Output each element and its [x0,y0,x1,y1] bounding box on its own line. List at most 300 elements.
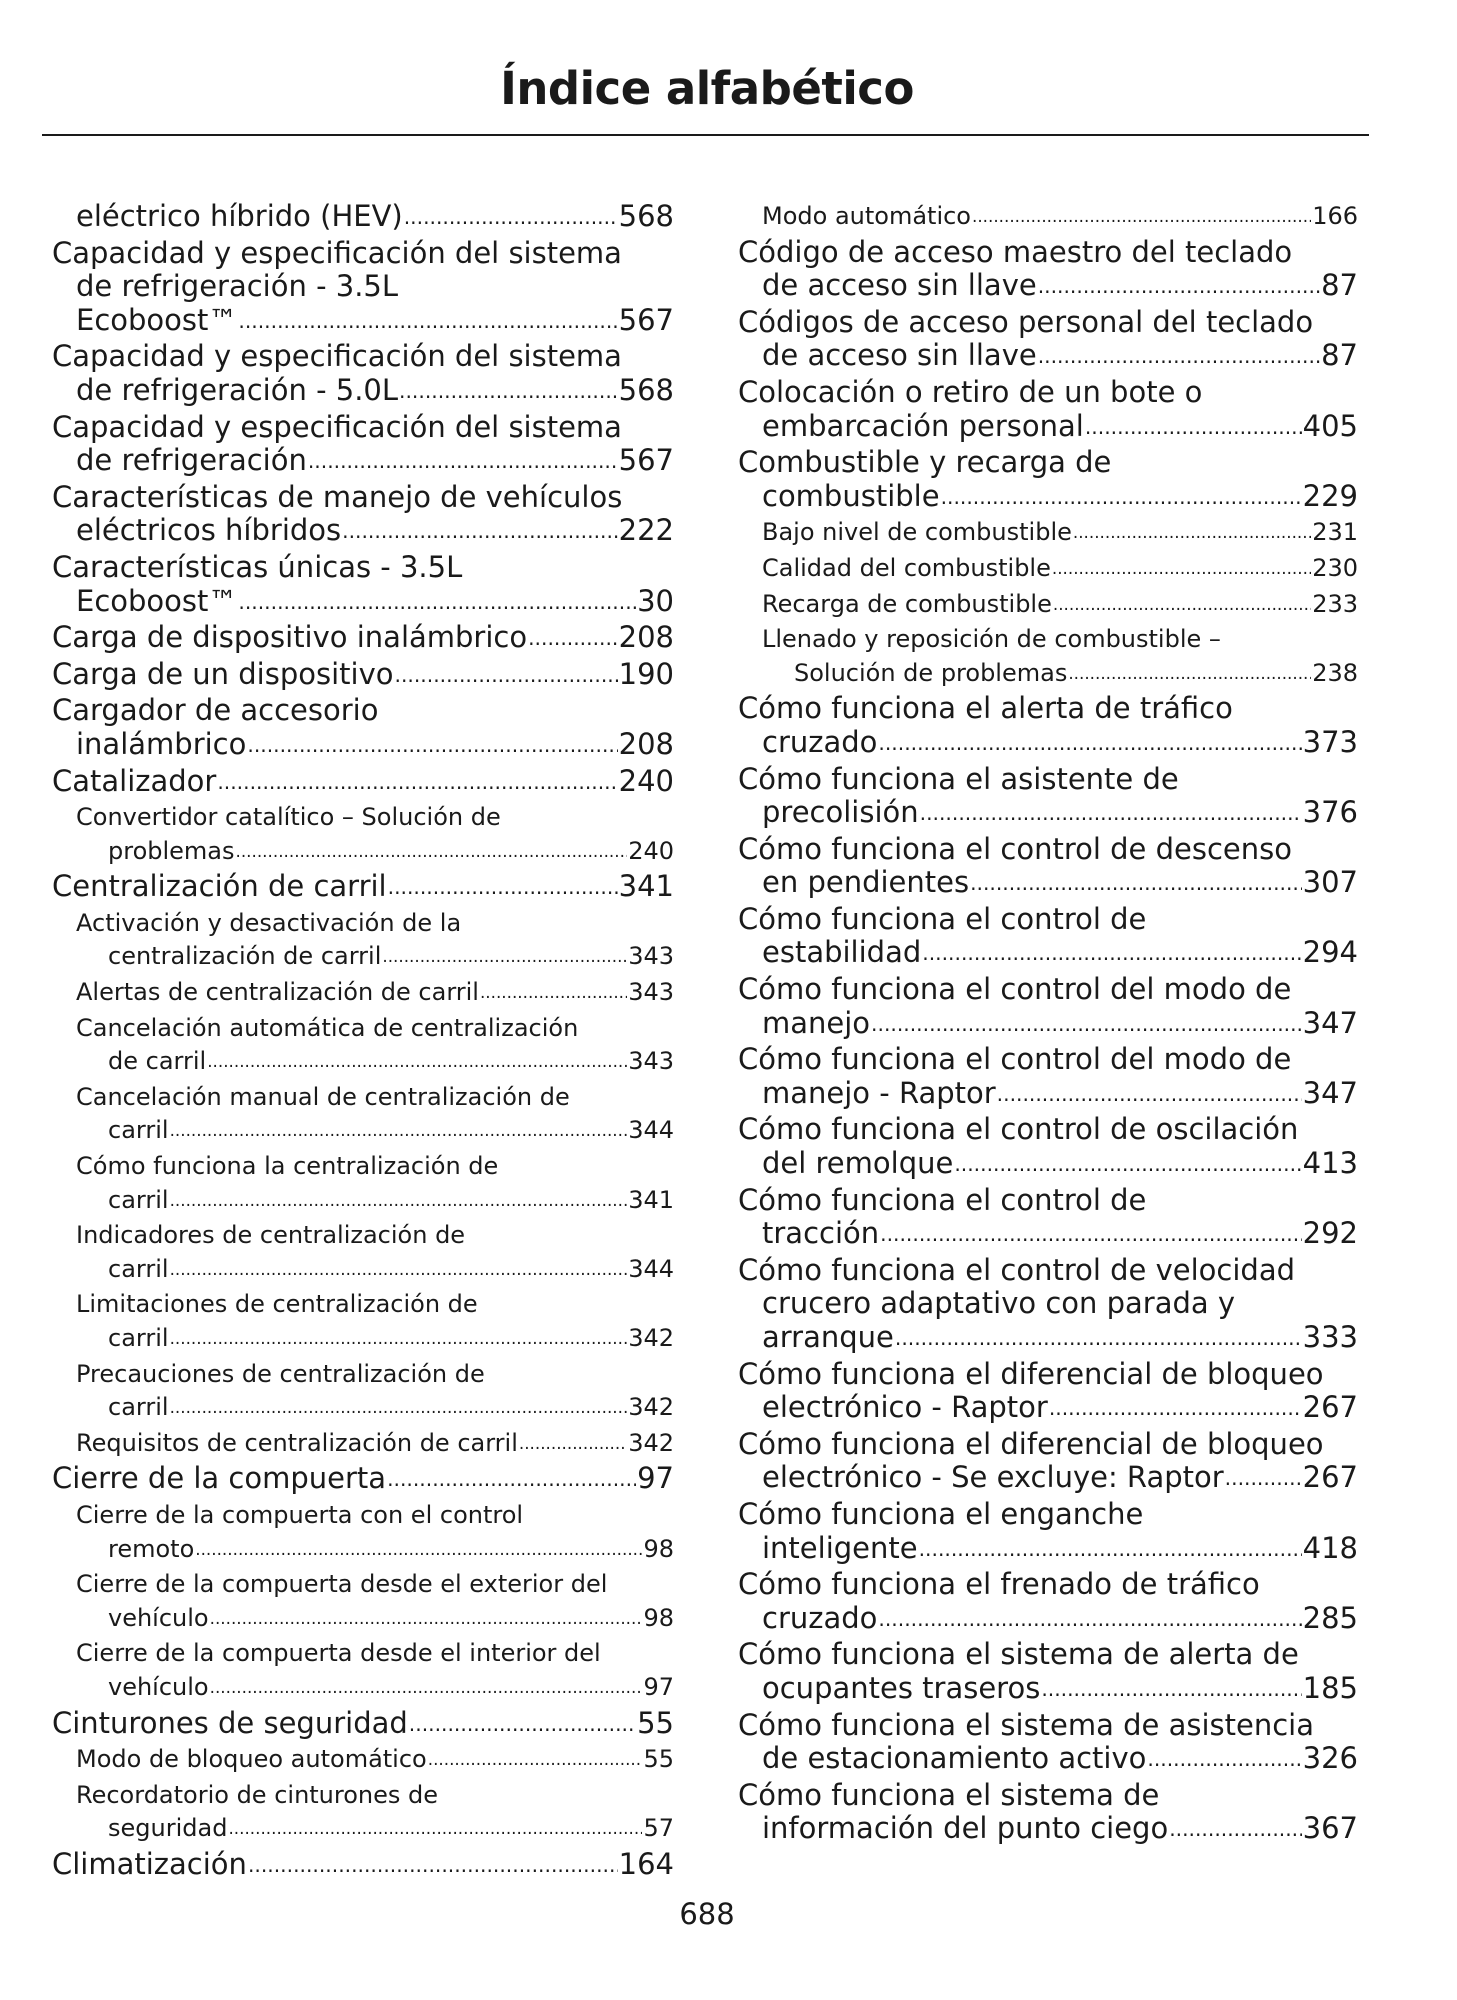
entry-text: Ecoboost™ [76,583,238,618]
page-reference: 341 [628,1185,674,1214]
index-entry [738,236,1358,306]
index-subentry [52,976,674,1012]
dot-leader [920,797,1302,831]
entry-text: Carga de un dispositivo [52,656,394,691]
dot-leader [308,445,618,479]
entry-text: de acceso sin llave [762,338,1037,373]
dot-leader [1038,270,1320,304]
page-reference: 294 [1302,935,1358,970]
entry-text: Centralización de carril [52,869,387,904]
dot-leader [895,1322,1302,1356]
index-entry [52,340,674,410]
entry-text: de estacionamiento activo [762,1741,1147,1776]
entry-text-line: Cómo funciona el diferencial de bloqueo [738,1426,1324,1461]
entry-leader-line [738,1217,1358,1254]
index-column-right [738,200,1358,1849]
index-entry [738,446,1358,516]
entry-text: Alertas de centralización de carril [76,978,479,1007]
dot-leader [210,1602,643,1636]
entry-leader-line [738,1742,1358,1779]
entry-text: Climatización [52,1846,247,1881]
entry-text-line: Capacidad y especificación del sistema [52,235,622,270]
page-reference: 238 [1312,658,1358,687]
page-reference: 343 [628,1047,674,1076]
entry-text-line: Llenado y reposición de combustible – [762,625,1221,654]
dot-leader [228,1812,642,1846]
entry-leader-line [52,1602,674,1638]
entry-leader-line [52,1391,674,1427]
entry-text-line: Cierre de la compuerta desde el interior del [76,1639,601,1668]
page-number: 688 [679,1897,735,1931]
entry-leader-line [52,1322,674,1358]
entry-text-line: Cómo funciona el control del modo de [738,1042,1292,1077]
entry-text-line: Cargador de accesorio [52,693,379,728]
entry-text: Calidad del combustible [762,553,1051,582]
dot-leader [1225,1462,1302,1496]
entry-leader-line [52,374,674,411]
entry-leader-line [52,304,674,341]
entry-text: Cierre de la compuerta [52,1461,387,1496]
page-reference: 55 [643,1745,674,1774]
dot-leader [878,727,1301,761]
index-entry [738,833,1358,903]
dot-leader [922,937,1301,971]
page-reference: 344 [628,1254,674,1283]
entry-text: eléctrico híbrido (HEV) [76,199,403,233]
entry-leader-line [738,480,1358,517]
page-reference: 30 [637,583,674,618]
index-subentry [52,801,674,870]
entry-text-line: Indicadores de centralización de [76,1221,466,1250]
entry-leader-line [76,1427,674,1463]
dot-leader [519,1427,627,1461]
entry-text: Cinturones de seguridad [52,1705,408,1740]
entry-text-line: Cómo funciona el control del modo de [738,972,1292,1007]
entry-text-line: Capacidad y especificación del sistema [52,409,622,444]
entry-text: eléctricos híbridos [76,513,342,548]
entry-text: Recarga de combustible [762,589,1052,618]
entry-text-line: Características de manejo de vehículos [52,479,623,514]
dot-leader [1052,552,1311,586]
entry-text: de carril [108,1047,207,1076]
page-reference: 567 [618,302,674,337]
entry-leader-line [52,728,674,765]
index-subentry [52,1743,674,1779]
entry-text-line: Limitaciones de centralización de [76,1290,478,1319]
entry-text: vehículo [108,1672,209,1701]
entry-leader-line [738,1672,1358,1709]
index-subentry [52,1081,674,1150]
entry-text-line: Cómo funciona el sistema de alerta de [738,1637,1299,1672]
index-entry [738,763,1358,833]
dot-leader [238,586,636,620]
dot-leader [428,1743,643,1777]
index-subentry [52,1288,674,1357]
entry-leader-line [52,1184,674,1220]
entry-leader-line [762,516,1358,552]
index-subentry [52,1219,674,1288]
index-subentry [738,623,1358,692]
entry-leader-line [52,621,674,658]
entry-text: de refrigeración [76,443,307,478]
dot-leader [528,622,618,656]
index-entry [52,481,674,551]
entry-text-line: Cierre de la compuerta desde el exterior del [76,1570,608,1599]
entry-leader-line [738,269,1358,306]
page-reference: 208 [618,726,674,761]
entry-text: precolisión [762,795,919,830]
page-reference: 292 [1302,1216,1358,1251]
entry-text-line: Convertidor catalítico – Solución de [76,803,501,832]
page-reference: 341 [618,869,674,904]
entry-text: inteligente [762,1530,918,1565]
dot-leader [1053,588,1311,622]
page-reference: 240 [618,763,674,798]
entry-leader-line [76,1743,674,1779]
entry-text: Modo de bloqueo automático [76,1745,427,1774]
entry-leader-line [52,1812,674,1848]
entry-leader-line [52,1533,674,1569]
index-subentry [52,1568,674,1637]
entry-text: de acceso sin llave [762,268,1037,303]
entry-text-line: Códigos de acceso personal del teclado [738,304,1314,339]
entry-text: Bajo nivel de combustible [762,518,1072,547]
dot-leader [236,835,628,869]
entry-leader-line [52,1462,674,1499]
entry-text: remoto [108,1534,195,1563]
entry-leader-line [738,1391,1358,1428]
index-entry [738,1428,1358,1498]
entry-text-line: Cómo funciona el control de [738,1182,1147,1217]
entry-leader-line [52,870,674,907]
entry-text: información del punto ciego [762,1811,1169,1846]
index-subentry [52,907,674,976]
entry-text: Catalizador [52,763,217,798]
index-entry [52,411,674,481]
entry-text-line: Cómo funciona el frenado de tráfico [738,1567,1260,1602]
page-reference: 55 [637,1705,674,1740]
index-entry [738,692,1358,762]
page-reference: 98 [643,1603,674,1632]
dot-leader [997,1078,1302,1112]
entry-text: en pendientes [762,865,970,900]
index-entry [52,870,674,907]
entry-leader-line [738,339,1358,376]
index-entry [52,1462,674,1499]
entry-text: carril [108,1185,169,1214]
entry-text: problemas [108,836,235,865]
entry-leader-line [762,200,1358,236]
index-entry [738,1043,1358,1113]
entry-leader-line [738,1321,1358,1358]
dot-leader [1038,340,1320,374]
index-subentry [52,1012,674,1081]
entry-text: Modo automático [762,202,971,230]
entry-leader-line [762,552,1358,588]
index-subentry [52,1358,674,1427]
entry-leader-line [52,765,674,802]
dot-leader [409,1708,636,1742]
entry-text: manejo [762,1005,871,1040]
page-reference: 326 [1302,1741,1358,1776]
entry-leader-line [738,657,1358,693]
entry-text: de refrigeración - 5.0L [76,372,399,407]
entry-leader-line [52,514,674,551]
page-reference: 57 [643,1814,674,1843]
entry-text: combustible [762,478,940,513]
page-reference: 413 [1302,1146,1358,1181]
entry-leader-line [738,1532,1358,1569]
dot-leader [217,766,617,800]
entry-leader-line [762,588,1358,624]
entry-leader-line [52,200,674,237]
page-reference: 343 [628,978,674,1007]
entry-leader-line [738,1007,1358,1044]
index-subentry [52,1150,674,1219]
entry-text: carril [108,1254,169,1283]
dot-leader [207,1045,627,1079]
dot-leader [878,1603,1301,1637]
index-subentry [52,1779,674,1848]
index-entry [52,551,674,621]
entry-text-line: Código de acceso maestro del teclado [738,234,1293,269]
entry-text: centralización de carril [108,942,382,971]
entry-text: Carga de dispositivo inalámbrico [52,620,528,655]
index-entry [52,621,674,658]
entry-leader-line [52,1114,674,1150]
dot-leader [1049,1392,1302,1426]
page-reference: 97 [637,1461,674,1496]
page-reference: 166 [1312,202,1358,230]
dot-leader [170,1322,628,1356]
page-reference: 240 [628,836,674,865]
dot-leader [195,1533,642,1567]
page-reference: 208 [618,620,674,655]
dot-leader [210,1671,643,1705]
index-entry [52,1848,674,1885]
page-reference: 87 [1321,338,1358,373]
entry-leader-line [52,1707,674,1744]
entry-text-line: Cómo funciona el control de descenso [738,831,1292,866]
index-entry [738,306,1358,376]
entry-text-line: Cómo funciona el control de oscilación [738,1112,1299,1147]
entry-leader-line [76,976,674,1012]
page-reference: 347 [1302,1005,1358,1040]
page-reference: 343 [628,942,674,971]
entry-text-line: Cómo funciona el asistente de [738,761,1179,796]
dot-leader [1085,411,1302,445]
dot-leader [404,201,618,235]
index-entry [738,1254,1358,1358]
entry-text-line: Cancelación automática de centralización [76,1013,579,1042]
entry-text-line: Cierre de la compuerta con el control [76,1500,524,1529]
dot-leader [382,940,627,974]
entry-text-line: Cómo funciona el sistema de [738,1777,1160,1812]
page-reference: 568 [618,372,674,407]
entry-leader-line [738,1812,1358,1849]
dot-leader [970,867,1302,901]
page-reference: 342 [628,1324,674,1352]
index-subentry [738,588,1358,624]
dot-leader [1169,1813,1301,1847]
page-reference: 230 [1312,553,1358,582]
entry-text-line: Cancelación manual de centralización de [76,1082,570,1111]
index-entry [738,1779,1358,1849]
page-reference: 229 [1302,478,1358,513]
page-reference: 405 [1302,408,1358,443]
entry-text-line: Precauciones de centralización de [76,1359,485,1388]
dot-leader [238,305,617,339]
entry-text: seguridad [108,1814,228,1843]
page-reference: 333 [1302,1320,1358,1354]
entry-leader-line [52,1848,674,1885]
dot-leader [1147,1743,1301,1777]
index-entry [52,200,674,237]
dot-leader [395,659,618,693]
page-reference: 307 [1302,865,1358,900]
index-subentry [52,1637,674,1706]
index-entry [738,376,1358,446]
entry-leader-line [738,1147,1358,1184]
page-reference: 190 [618,656,674,691]
entry-leader-line [52,585,674,622]
page-reference: 342 [628,1393,674,1422]
entry-leader-line [738,866,1358,903]
dot-leader [387,1463,636,1497]
page-reference: 367 [1302,1811,1358,1846]
entry-text: ocupantes traseros [762,1670,1041,1705]
dot-leader [972,200,1311,234]
page-reference: 568 [618,199,674,233]
entry-text: carril [108,1393,169,1422]
index-subentry [52,1427,674,1463]
page-reference: 344 [628,1116,674,1145]
index-entry [738,1568,1358,1638]
index-entry [738,973,1358,1043]
page-reference: 97 [643,1672,674,1701]
index-subentry [52,1499,674,1568]
index-entry [52,1707,674,1744]
entry-text-line: Cómo funciona el alerta de tráfico [738,691,1233,726]
entry-text: cruzado [762,1600,878,1635]
entry-text: carril [108,1324,169,1352]
dot-leader [480,976,627,1010]
dot-leader [1068,657,1311,691]
entry-leader-line [52,1671,674,1707]
index-entry [738,1358,1358,1428]
entry-leader-line [52,1045,674,1081]
entry-leader-line [52,940,674,976]
dot-leader [1041,1673,1301,1707]
entry-leader-line [738,796,1358,833]
entry-text-line: crucero adaptativo con parada y [762,1286,1236,1321]
page-reference: 185 [1302,1670,1358,1705]
dot-leader [170,1391,628,1425]
page-reference: 373 [1302,724,1358,759]
page-reference: 233 [1312,589,1358,618]
page-reference: 376 [1302,795,1358,830]
dot-leader [388,871,618,905]
entry-text: cruzado [762,724,878,759]
index-entry [738,1638,1358,1708]
page-reference: 342 [628,1428,674,1457]
entry-leader-line [738,1602,1358,1639]
entry-text-line: Características únicas - 3.5L [52,549,463,584]
index-entry [52,658,674,695]
page-reference: 231 [1312,518,1358,547]
entry-text-line: Cómo funciona el enganche [738,1496,1144,1531]
index-entry [738,903,1358,973]
entry-text: electrónico - Raptor [762,1390,1048,1425]
entry-text: arranque [762,1320,894,1354]
dot-leader [170,1184,628,1218]
entry-text-line: Cómo funciona el sistema de asistencia [738,1707,1315,1742]
entry-leader-line [738,726,1358,763]
index-column-left [52,200,674,1885]
entry-text-line: Activación y desactivación de la [76,908,462,937]
entry-text-line: Cómo funciona el diferencial de bloqueo [738,1356,1324,1391]
entry-text-line: Recordatorio de cinturones de [76,1780,439,1809]
dot-leader [170,1253,628,1287]
entry-text: embarcación personal [762,408,1084,443]
page-reference: 285 [1302,1600,1358,1635]
entry-text: tracción [762,1216,880,1251]
index-subentry [738,552,1358,588]
dot-leader [247,729,617,763]
index-entry [52,694,674,764]
entry-leader-line [52,658,674,695]
dot-leader [919,1533,1302,1567]
page-reference: 98 [643,1534,674,1563]
entry-text: manejo - Raptor [762,1075,996,1110]
dot-leader [941,481,1302,515]
entry-leader-line [52,444,674,481]
page-reference: 418 [1302,1530,1358,1565]
entry-leader-line [738,936,1358,973]
entry-text: inalámbrico [76,726,247,761]
dot-leader [342,515,618,549]
entry-text-line: Cómo funciona la centralización de [76,1152,499,1181]
entry-text: del remolque [762,1146,954,1181]
entry-text-line: Cómo funciona el control de [738,901,1147,936]
entry-leader-line [738,1077,1358,1114]
entry-text: Ecoboost™ [76,302,238,337]
title-divider [42,134,1369,136]
dot-leader [170,1114,628,1148]
entry-text: vehículo [108,1603,209,1632]
index-entry [52,765,674,802]
index-entry [52,237,674,341]
dot-leader [399,375,618,409]
entry-leader-line [738,1461,1358,1498]
index-entry [738,1709,1358,1779]
entry-leader-line [738,410,1358,447]
page-reference: 164 [618,1846,674,1881]
entry-text: Requisitos de centralización de carril [76,1428,518,1457]
entry-text: estabilidad [762,935,922,970]
index-subentry [738,516,1358,552]
page-reference: 347 [1302,1075,1358,1110]
entry-leader-line [52,1253,674,1289]
page-reference: 267 [1302,1460,1358,1495]
index-entry [738,1498,1358,1568]
dot-leader [954,1148,1301,1182]
index-subentry [738,200,1358,236]
page-reference: 267 [1302,1390,1358,1425]
page-reference: 87 [1321,268,1358,303]
entry-text: electrónico - Se excluye: Raptor [762,1460,1224,1495]
page-reference: 567 [618,443,674,478]
